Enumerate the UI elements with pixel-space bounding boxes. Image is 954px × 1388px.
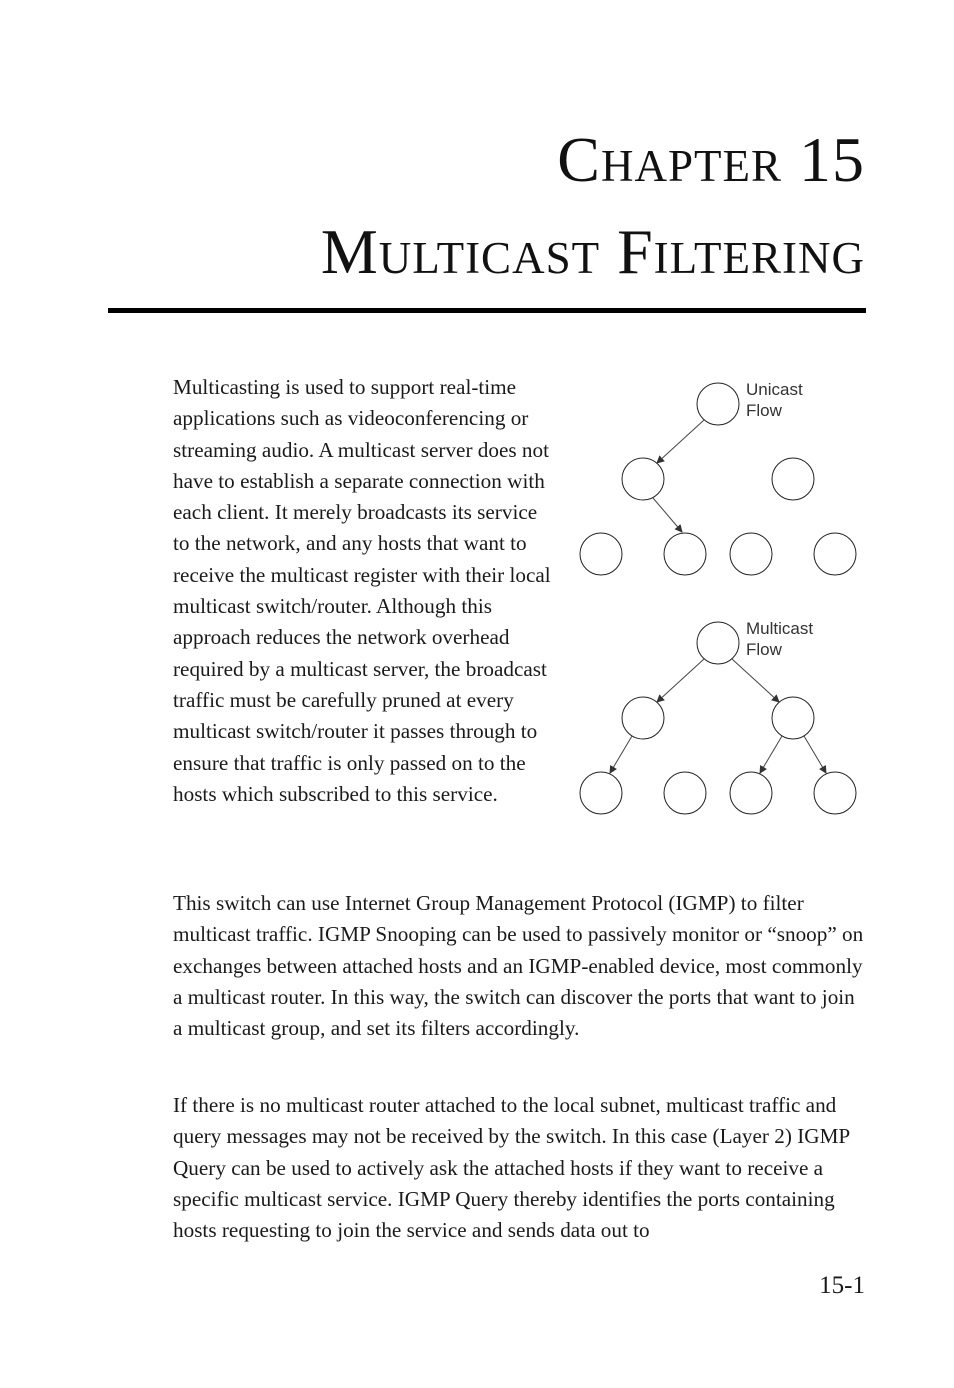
- multicast-root-node: [697, 622, 739, 664]
- unicast-leaf-node: [730, 533, 772, 575]
- body-paragraph-igmp-snooping: This switch can use Internet Group Management Protocol (IGMP) to filter multicast traffic. IGMP Snooping can be used to passively monitor or “snoop” on exchanges between attached hosts and an IGMP-enabled device, most commonly a multicast router. In this way, the switch can discover the ports that want to join a multicast group, and set its filters accordingly.: [173, 891, 864, 1041]
- unicast-root-node: [697, 383, 739, 425]
- multicast-leaf-node: [580, 772, 622, 814]
- multicast-tree: [580, 619, 856, 814]
- multicast-mid-node-left: [622, 697, 664, 739]
- body-paragraph-igmp-query: If there is no multicast router attached to the local subnet, multicast traffic and query messages may not be received by the switch. In this case (Layer 2) IGMP Query can be used to actively ask the attached hosts if they want to receive a specific multicast service. IGMP Query thereby identifies the ports containing hosts requesting to join the service and sends data out to: [173, 1093, 850, 1243]
- multicast-leaf-node: [814, 772, 856, 814]
- unicast-tree: [580, 380, 856, 575]
- multicast-arrow: [732, 659, 779, 702]
- chapter-title: Multicast Filtering: [320, 216, 865, 287]
- unicast-arrow: [657, 420, 704, 463]
- multicast-arrow: [657, 659, 704, 702]
- multicast-arrow: [804, 736, 826, 773]
- multicast-arrow: [760, 736, 782, 773]
- title-rule: [108, 308, 866, 313]
- unicast-label-line1: Unicast: [746, 380, 803, 399]
- chapter-number: Chapter 15: [557, 124, 865, 195]
- unicast-leaf-node: [664, 533, 706, 575]
- unicast-leaf-node: [814, 533, 856, 575]
- multicast-label-line2: Flow: [746, 640, 782, 659]
- multicast-arrow: [610, 736, 632, 773]
- unicast-leaf-node: [580, 533, 622, 575]
- page-number: 15-1: [819, 1272, 865, 1299]
- multicast-label-line1: Multicast: [746, 619, 814, 638]
- multicast-mid-node-right: [772, 697, 814, 739]
- unicast-mid-node-right: [772, 458, 814, 500]
- multicast-leaf-node: [664, 772, 706, 814]
- unicast-arrow: [653, 498, 682, 532]
- unicast-label-line2: Flow: [746, 401, 782, 420]
- unicast-mid-node-left: [622, 458, 664, 500]
- multicast-leaf-node: [730, 772, 772, 814]
- unicast-multicast-diagram: [570, 370, 870, 830]
- intro-paragraph: Multicasting is used to support real-time applications such as videoconferencing or streaming audio. A multicast server does not have to establish a separate connection with each client. It merely broadcasts its service to the network, and any hosts that want to receive the multicast register with their local multicast switch/router. Although this approach reduces the network overhead required by a multicast server, the broadcast traffic must be carefully pruned at every multicast switch/router it passes through to ensure that traffic is only passed on to the hosts which subscribed to this service.: [173, 375, 551, 806]
